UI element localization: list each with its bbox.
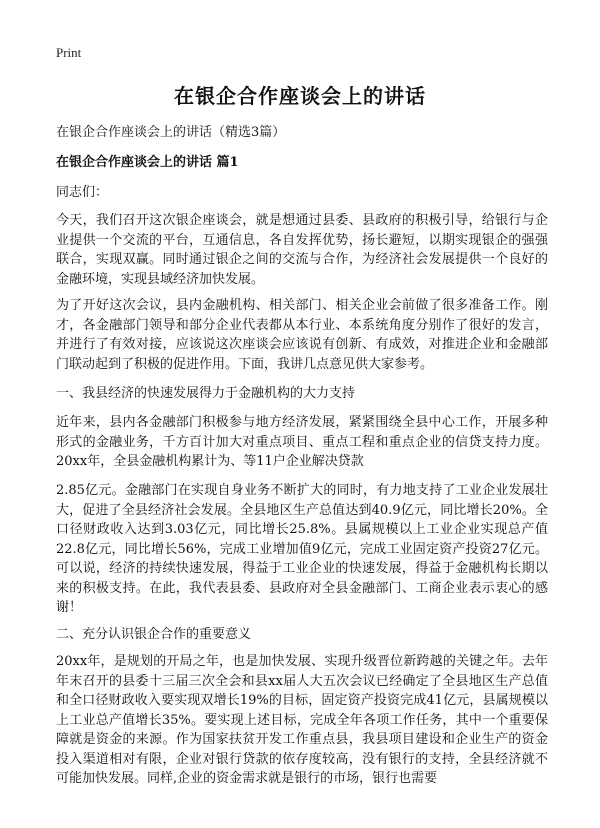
paragraph: 近年来，县内各金融部门积极参与地方经济发展，紧紧围绕全县中心工作，开展多种形式的金融业务，千方百计加大对重点项目、重点工程和重点企业的信贷支持力度。20xx年，全县金融机构累计为、等11户企业解决贷款	[56, 415, 548, 469]
paragraph: 今天，我们召开这次银企座谈会，就是想通过县委、县政府的积极引导，给银行与企业提供一个交流的平台，互通信息，各自发挥优势，扬长避短，以期实现银企的强强联合，实现双赢。同时通过银企之间的交流与合作，为经济社会发展提供一个良好的金融环境，实现县域经济加快发展。	[56, 213, 548, 287]
paragraph: 为了开好这次会议，县内金融机构、相关部门、相关企业会前做了很多准备工作。刚才，各金融部门领导和部分企业代表都从本行业、本系统角度分别作了很好的发言，并进行了有效对接，应该说这次座谈会应该说有创新、有成效，对推进企业和金融部门联动起到了积极的促进作用。下面，我讲几点意见供大家参考。	[56, 298, 548, 372]
section-heading: 二、充分认识银企合作的重要意义	[56, 627, 252, 642]
print-link[interactable]: Print	[56, 45, 82, 60]
paragraph: 20xx年，是规划的开局之年，也是加快发展、实现升级晋位新跨越的关键之年。去年年末召开的县委十三届三次全会和县xx届人大五次会议已经确定了全县地区生产总值和全口径财政收入要实现双增长19%的目标，固定资产投资完成41亿元，县属规模以上工业总产值增长35%。要实现上述目标，完成全年各项工作任务，其中一个重要保障就是资金的来源。作为国家扶贫开发工作重点县，我县项目建设和企业生产的资金投入渠道相对有限，企业对银行贷款的依存度较高，没有银行的支持，全县经济就不可能加快发展。同样,企业的资金需求就是银行的市场，银行也需要	[56, 654, 548, 786]
section-title: 在银企合作座谈会上的讲话 篇1	[56, 155, 239, 170]
paragraph: 2.85亿元。金融部门在实现自身业务不断扩大的同时，有力地支持了工业企业发展壮大，促进了全县经济社会发展。全县地区生产总值达到40.9亿元，同比增长20%。全口径财政收入达到3.03亿元，同比增长25.8%。县属规模以上工业企业实现总产值22.8亿元，同比增长56%，完成工业增加值9亿元，完成工业固定资产投资27亿元。可以说，经济的持续快速发展，得益于工业企业的快速发展，得益于金融机构长期以来的积极支持。在此，我代表县委、县政府对全县金融部门、工商企业表示衷心的感谢！	[56, 483, 548, 615]
section-heading: 一、我县经济的快速发展得力于金融机构的大力支持	[56, 386, 356, 401]
page-title: 在银企合作座谈会上的讲话	[174, 84, 426, 108]
greeting: 同志们：	[56, 185, 109, 200]
document-subtitle: 在银企合作座谈会上的讲话（精选3篇）	[56, 125, 286, 140]
